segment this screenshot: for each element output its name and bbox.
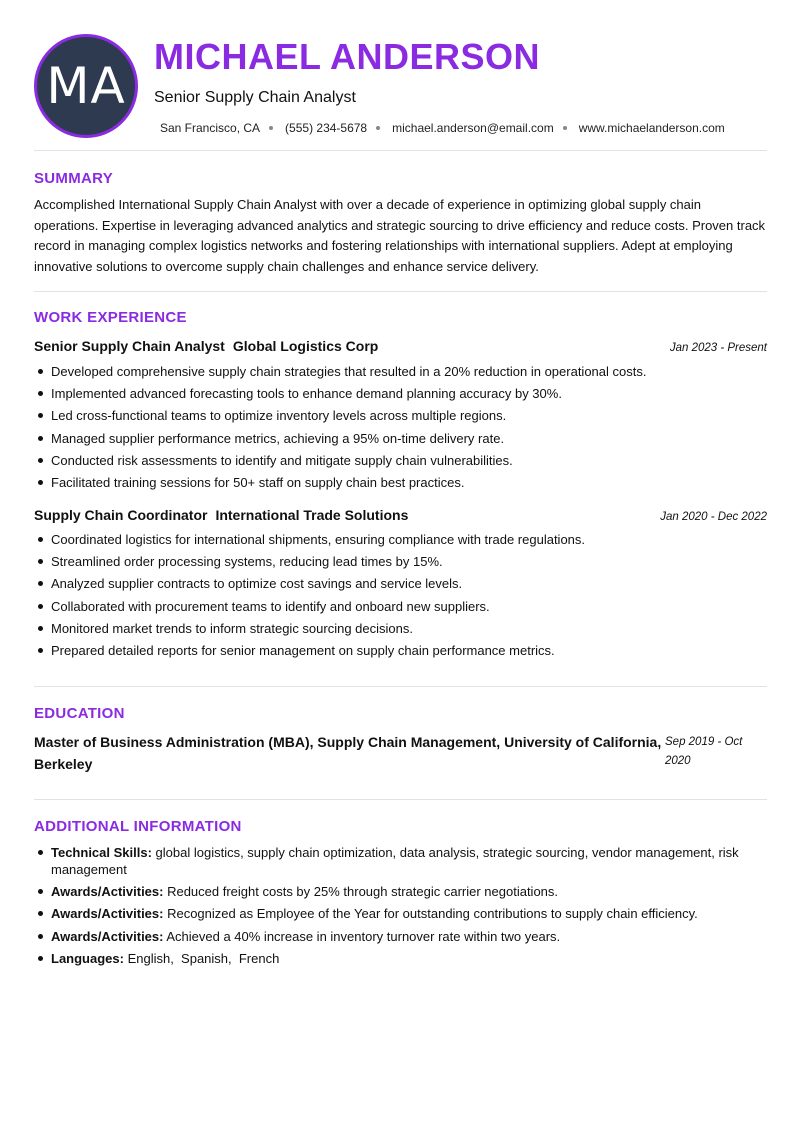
avatar-initials: MA (46, 57, 126, 115)
list-item: Managed supplier performance metrics, achieving a 95% on-time delivery rate. (34, 430, 767, 447)
additional-heading: ADDITIONAL INFORMATION (34, 818, 242, 835)
list-item (34, 883, 767, 900)
separator-dot (269, 126, 273, 130)
item-text: Achieved a 40% increase in inventory turnover rate within two years. (163, 928, 561, 944)
contact-location: San Francisco, CA (160, 121, 261, 135)
list-item: Implemented advanced forecasting tools to enhance demand planning accuracy by 30%. (34, 385, 767, 402)
list-item: Prepared detailed reports for senior management on supply chain performance metrics. (34, 642, 767, 659)
contact-line (160, 121, 725, 135)
divider (34, 150, 767, 151)
education-dates: Sep 2019 - Oct 2020 (665, 736, 743, 767)
divider (34, 291, 767, 292)
education-degree: Master of Business Administration (MBA), Supply Chain Management, University of California, Berkeley (34, 734, 662, 772)
contact-email[interactable]: michael.anderson@email.com (392, 121, 554, 135)
job-role: Supply Chain Coordinator (34, 507, 208, 523)
job-bullets (34, 531, 767, 664)
item-text: Recognized as Employee of the Year for outstanding contributions to supply chain efficiency. (163, 906, 698, 922)
job-bullets (34, 363, 767, 496)
divider (34, 686, 767, 687)
separator-dot (563, 126, 567, 130)
item-text: global logistics, supply chain optimization, data analysis, strategic sourcing, vendor management, risk management (51, 845, 739, 877)
list-item: Facilitated training sessions for 50+ staff on supply chain best practices. (34, 474, 767, 491)
job-title (34, 507, 408, 523)
item-text: English, Spanish, French (123, 950, 280, 966)
item-label: Languages: (51, 950, 124, 966)
job-dates: Jan 2020 - Dec 2022 (660, 511, 767, 523)
avatar (34, 34, 138, 138)
list-item (34, 928, 767, 945)
separator-dot (376, 126, 380, 130)
additional-list (34, 844, 767, 972)
list-item: Conducted risk assessments to identify and mitigate supply chain vulnerabilities. (34, 452, 767, 469)
candidate-role: Senior Supply Chain Analyst (154, 89, 356, 106)
item-label: Awards/Activities: (51, 884, 164, 900)
contact-website[interactable]: www.michaelanderson.com (578, 121, 725, 135)
list-item (34, 950, 767, 967)
list-item: Collaborated with procurement teams to identify and onboard new suppliers. (34, 598, 767, 615)
experience-heading: WORK EXPERIENCE (34, 309, 187, 326)
job-header (34, 338, 767, 354)
item-text: Reduced freight costs by 25% through strategic carrier negotiations. (163, 884, 559, 900)
list-item: Analyzed supplier contracts to optimize cost savings and service levels. (34, 575, 767, 592)
job-header (34, 507, 767, 523)
contact-phone: (555) 234-5678 (285, 121, 368, 135)
candidate-name: MICHAEL ANDERSON (154, 36, 541, 77)
list-item: Developed comprehensive supply chain strategies that resulted in a 20% reduction in operational costs. (34, 363, 767, 380)
item-label: Technical Skills: (51, 845, 152, 860)
list-item (34, 844, 767, 878)
divider (34, 799, 767, 800)
job-title (34, 338, 378, 354)
list-item: Monitored market trends to inform strategic sourcing decisions. (34, 620, 767, 637)
job-role: Senior Supply Chain Analyst (34, 338, 225, 354)
list-item: Led cross-functional teams to optimize inventory levels across multiple regions. (34, 407, 767, 424)
list-item (34, 905, 767, 922)
education-heading: EDUCATION (34, 705, 125, 722)
job-company: Global Logistics Corp (232, 338, 379, 354)
job-dates: Jan 2023 - Present (669, 342, 767, 354)
list-item: Coordinated logistics for international shipments, ensuring compliance with trade regulations. (34, 531, 767, 548)
item-label: Awards/Activities: (51, 906, 164, 922)
summary-heading: SUMMARY (34, 170, 114, 187)
list-item: Streamlined order processing systems, reducing lead times by 15%. (34, 553, 767, 570)
item-label: Awards/Activities: (51, 928, 164, 944)
job-company: International Trade Solutions (215, 507, 409, 523)
summary-text: Accomplished International Supply Chain Analyst with over a decade of experience in optimizing global supply chain operations. Expertise in leveraging advanced analytics and strategic sourcing to drive efficiency and reduce costs. Proven track record in managing complex logistics networks and fostering relationships with international suppliers. Adept at employing innovative solutions to overcome supply chain challenges and enhance service delivery. (34, 197, 766, 274)
